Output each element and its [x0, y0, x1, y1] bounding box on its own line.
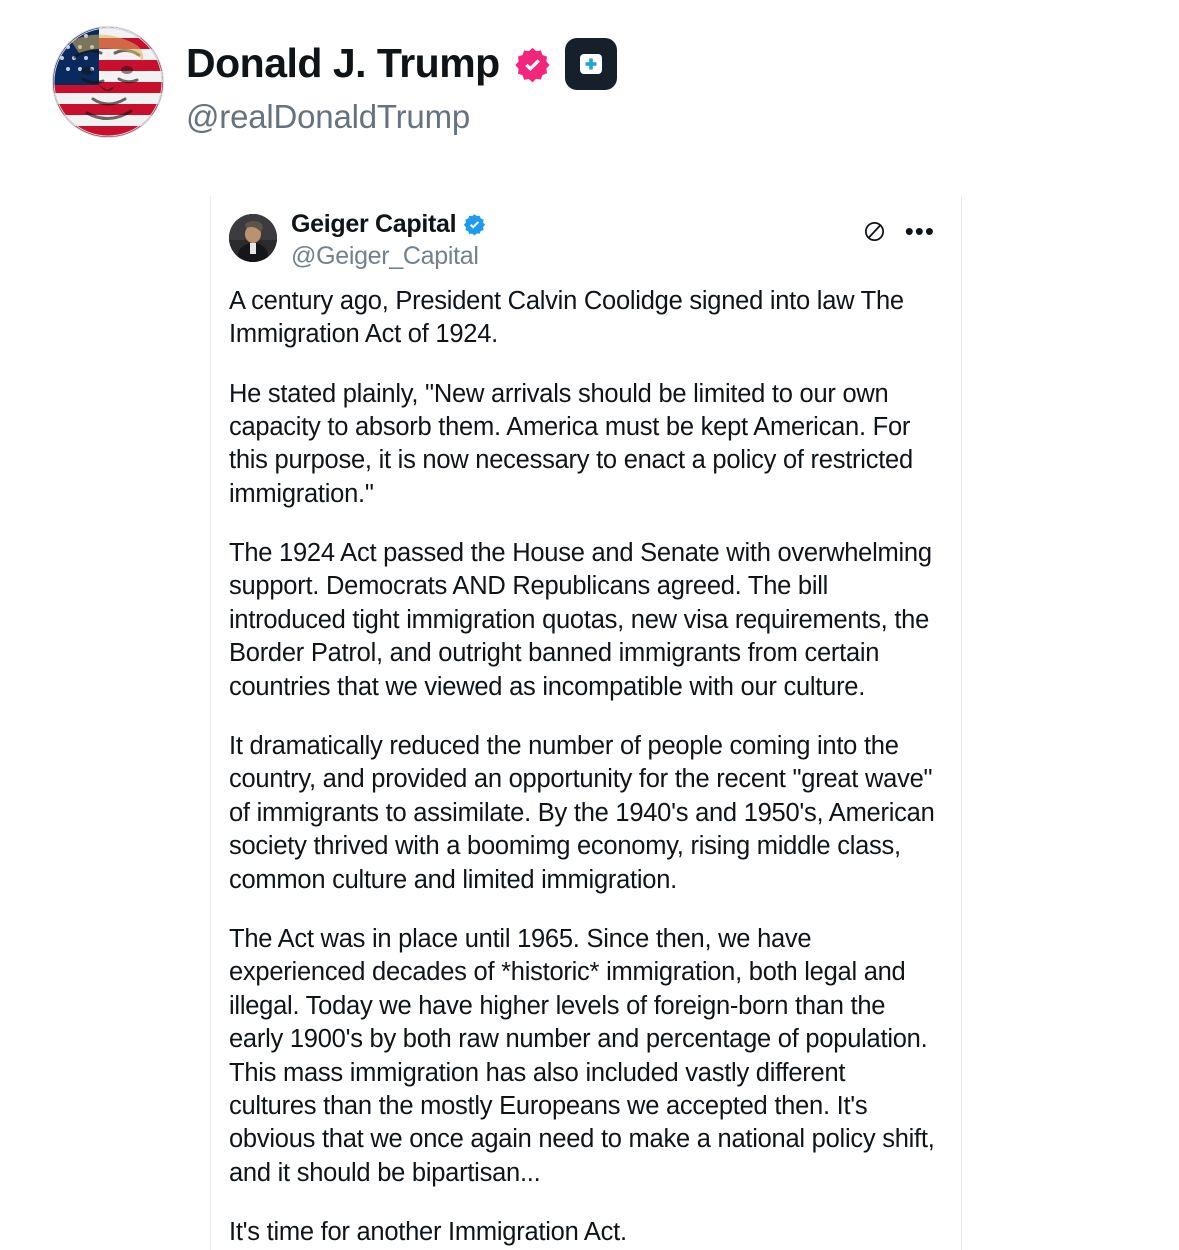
muted-glyph-icon: [862, 219, 887, 244]
geiger-capital-avatar: [229, 214, 277, 262]
more-dots-glyph: •••: [904, 216, 935, 246]
dark-square-badge-icon[interactable]: [565, 38, 617, 90]
tweet-paragraph: It's time for another Immigration Act.: [229, 1218, 627, 1247]
author-name-row: [186, 38, 617, 90]
quoted-tweet-header: [229, 210, 935, 271]
post-header: [0, 0, 1179, 138]
quoted-tweet-actions: [862, 218, 935, 244]
quoted-author-display-name: Geiger Capital: [291, 210, 457, 238]
quoted-author-name-row: [291, 210, 862, 239]
avatar[interactable]: [52, 26, 164, 138]
quoted-tweet-card[interactable]: [210, 196, 962, 1250]
quoted-author-identity: [291, 210, 862, 271]
author-handle: @realDonaldTrump: [186, 98, 471, 135]
pink-verified-icon: [514, 46, 551, 83]
tweet-paragraph: A century ago, President Calvin Coolidge signed into law The Immigration Act of 1924.: [229, 286, 904, 349]
quoted-author-handle: @Geiger_Capital: [291, 241, 479, 270]
tweet-paragraph: He stated plainly, "New arrivals should be limited to our own capacity to absorb them. America must be kept American. For this purpose, it is now necessary to enact a policy of restricted immigration.": [229, 379, 913, 508]
trump-flag-face-avatar: [53, 27, 163, 137]
quoted-tweet-body: [229, 285, 935, 1250]
blue-verified-icon: [463, 213, 486, 236]
more-options-icon[interactable]: [905, 218, 935, 244]
tweet-paragraph: The Act was in place until 1965. Since then, we have experienced decades of *historic* immigration, both legal and illegal. Today we have higher levels of foreign-born than the early 1900's by both raw number and percentage of population. This mass immigration has also included vastly different cultures than the mostly Europeans we accepted then. It's obvious that we once again need to make a national policy shift, and it should be bipartisan...: [229, 925, 935, 1187]
tweet-paragraph: The 1924 Act passed the House and Senate with overwhelming support. Democrats AND Republicans agreed. The bill introduced tight immigration quotas, new visa requirements, the Border Patrol, and outright banned immigrants from certain countries that we viewed as incompatible with our culture.: [229, 539, 932, 701]
author-identity: [186, 26, 617, 136]
tweet-paragraph: It dramatically reduced the number of people coming into the country, and provided an opportunity for the recent "great wave" of immigrants to assimilate. By the 1940's and 1950's, American society thrived with a boomimg economy, rising middle class, common culture and limited immigration.: [229, 732, 935, 894]
author-display-name: Donald J. Trump: [186, 40, 500, 87]
avatar[interactable]: [229, 214, 277, 262]
muted-icon[interactable]: [862, 219, 887, 244]
badge-glyph-icon: [576, 49, 606, 79]
